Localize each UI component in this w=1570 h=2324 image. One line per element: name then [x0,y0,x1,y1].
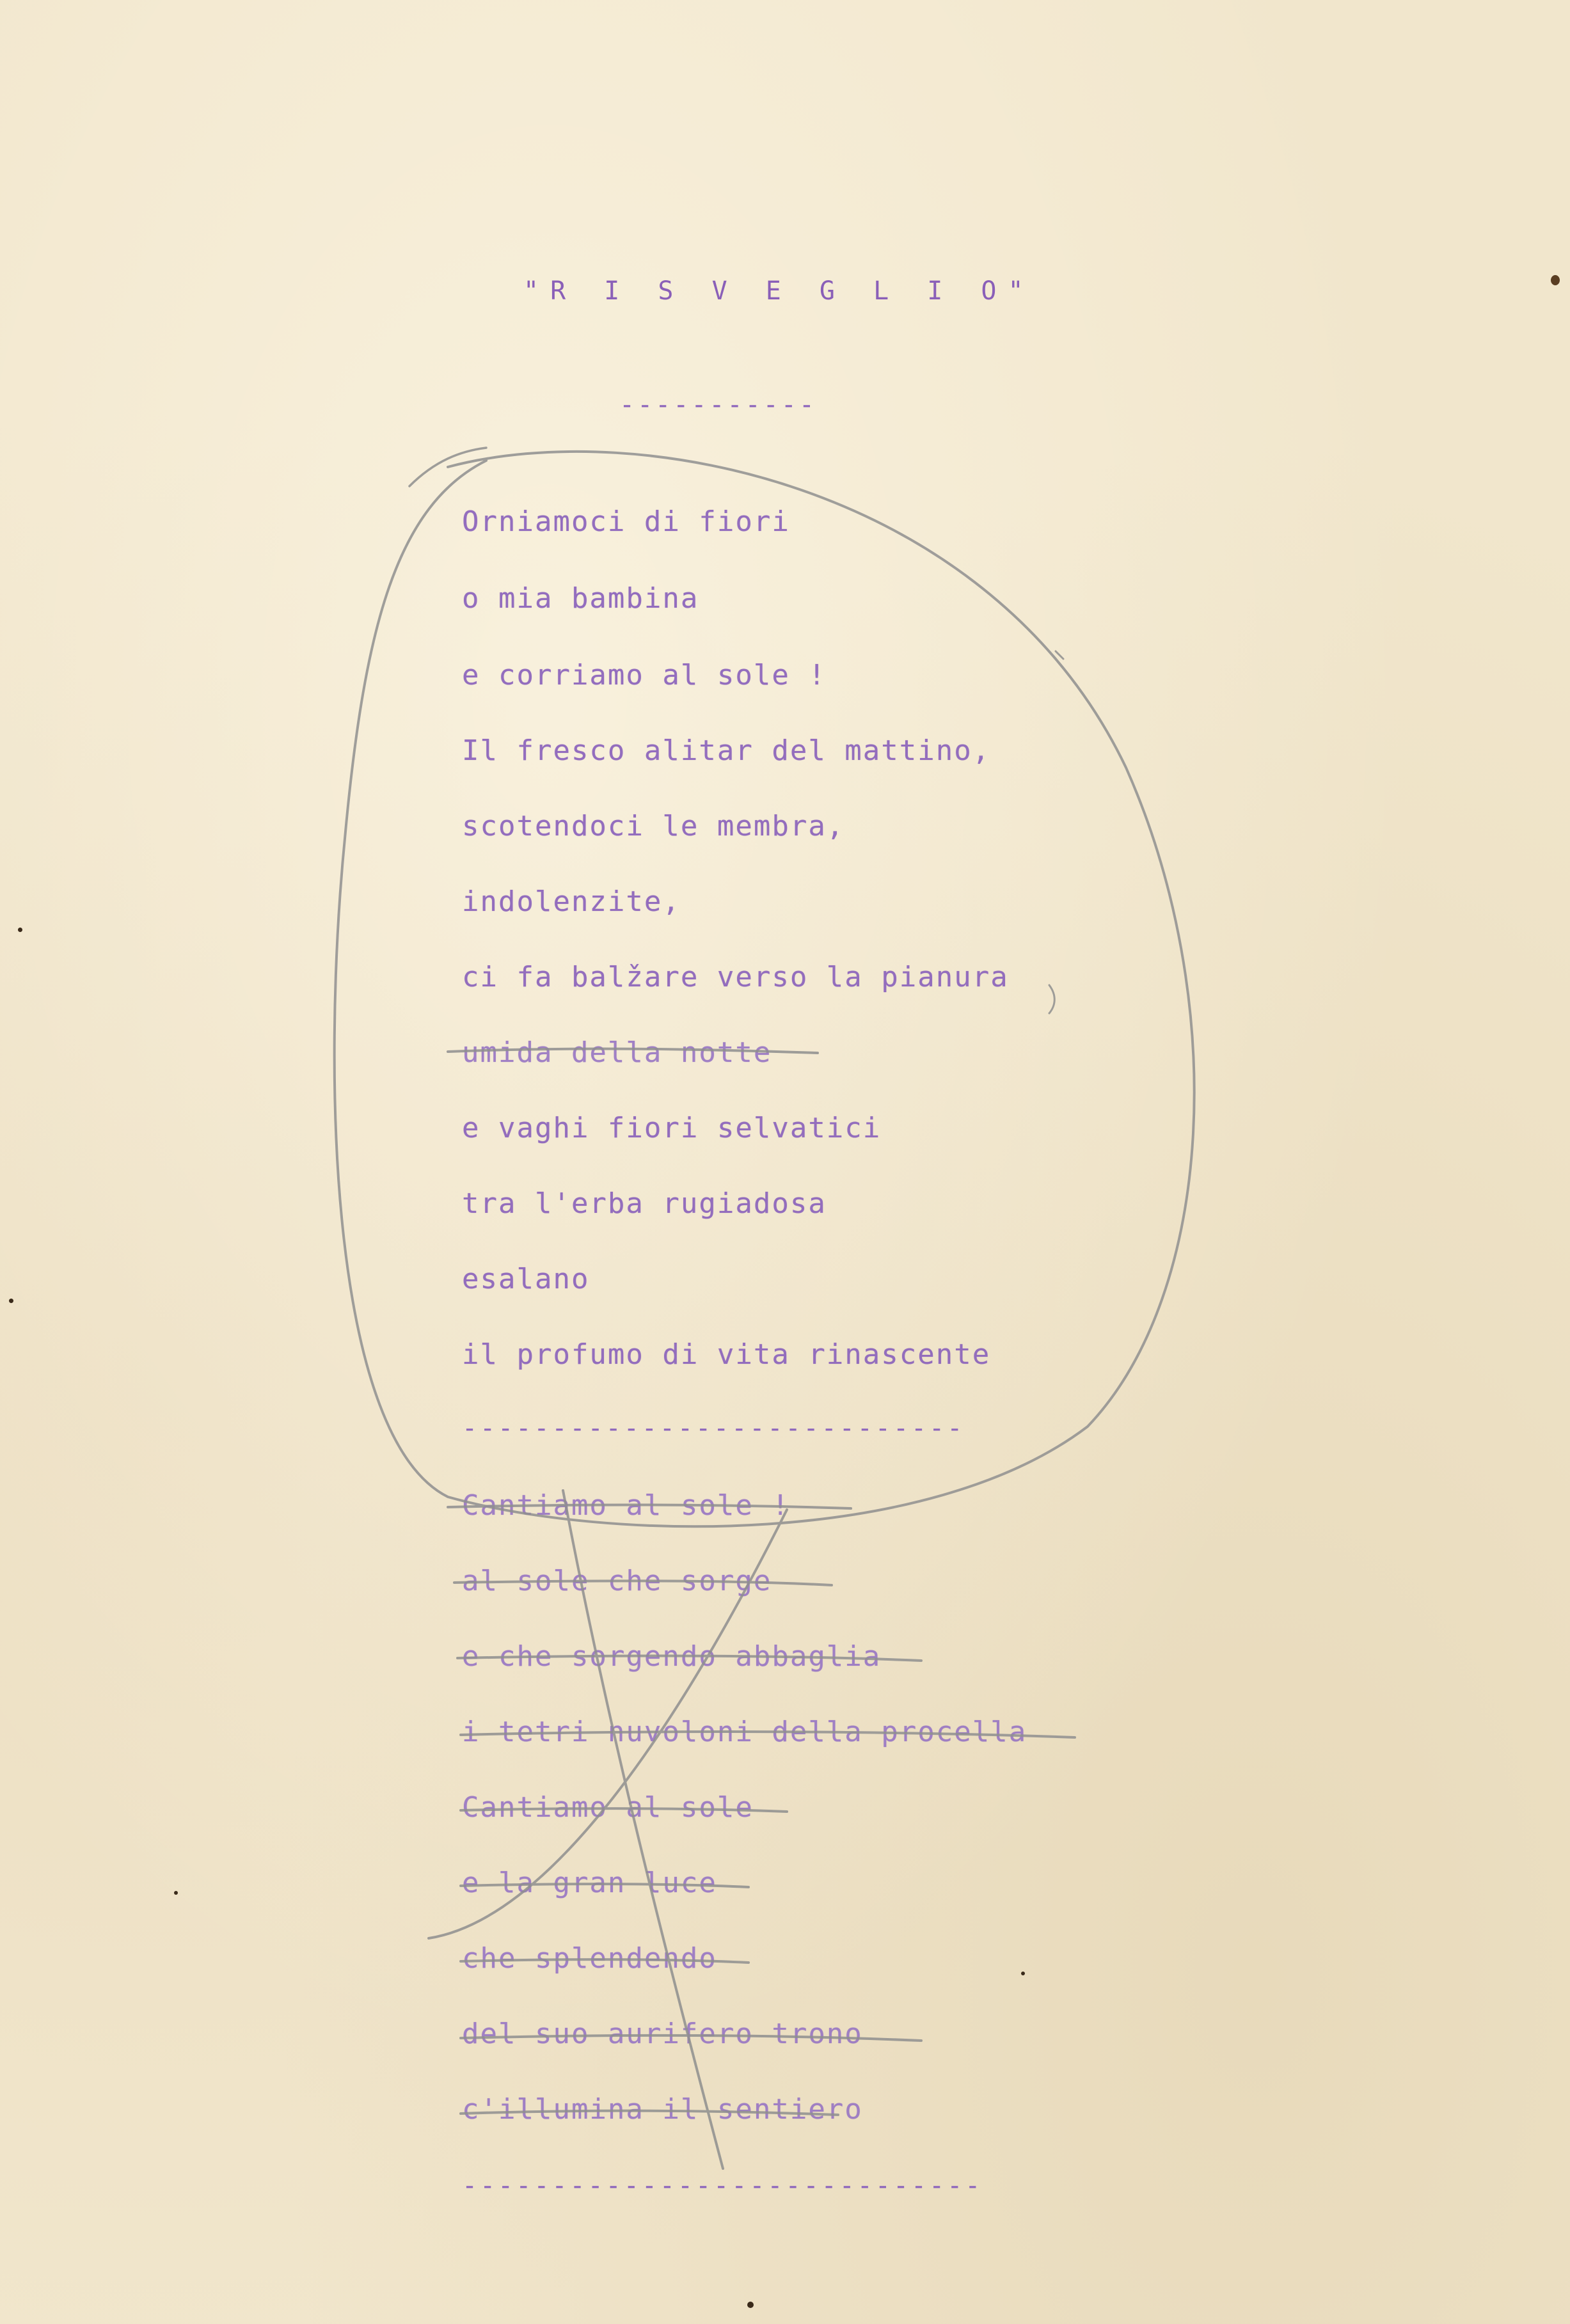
pencil-comma [1049,985,1054,1013]
stanza-divider: ---------------------------- [462,1414,965,1443]
poem-line: il profumo di vita rinascente [462,1338,991,1371]
poem-line: indolenzite, [462,885,681,918]
poem-line-struck: che splendendo [462,1942,717,1975]
poem-line-struck: Cantiamo al sole ! [462,1489,790,1522]
paper-speck [18,928,22,932]
poem-line-struck: Cantiamo al sole [462,1791,754,1824]
poem-line: Orniamoci di fiori [462,505,790,538]
pencil-tick [1056,651,1063,659]
paper-speck [1021,1972,1025,1975]
stanza-divider: ----------------------------- [462,2171,983,2201]
poem-line-struck: e che sorgendo abbaglia [462,1640,882,1673]
title-underline: ----------- [619,390,817,420]
poem-line-struck: umida della notte [462,1036,772,1069]
poem-line: e corriamo al sole ! [462,659,827,692]
paper-speck [174,1891,178,1895]
poem-line: tra l'erba rugiadosa [462,1187,827,1220]
poem-line-struck: del suo aurifero trono [462,2018,863,2050]
poem-line: ci fa balžare verso la pianura [462,961,1009,993]
poem-line-struck: i tetri nuvoloni della procella [462,1716,1027,1748]
poem-line: Il fresco alitar del mattino, [462,734,991,767]
poem-line-struck: c'illumina il sentiero [462,2093,863,2126]
paper-speck [747,2302,754,2308]
poem-line: e vaghi fiori selvatici [462,1112,882,1144]
poem-line-struck: al sole che sorge [462,1565,772,1597]
poem-line: o mia bambina [462,582,699,615]
poem-title: "R I S V E G L I O" [523,276,1035,306]
poem-line-struck: e la gran luce [462,1867,717,1899]
pencil-loop-tail [409,448,486,486]
paper-speck [9,1299,13,1303]
poem-line: esalano [462,1263,590,1295]
paper-speck [1551,275,1560,285]
poem-line: scotendoci le membra, [462,810,845,842]
